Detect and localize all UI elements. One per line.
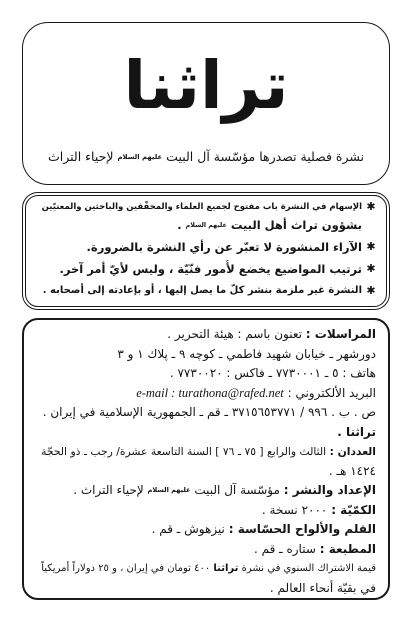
- address-line: دورشهر ـ خيابان شهيد فاطمي ـ كوچه ٩ ـ پلاك ١ و ٣: [117, 346, 376, 361]
- quantity-line: [36, 501, 376, 521]
- typesetting-label: القلم والألواح الحسّاسة :: [228, 522, 376, 536]
- note-item: [36, 260, 378, 278]
- honorific-symbol: عليهم السلام: [117, 153, 163, 162]
- correspondence-line: [36, 325, 376, 345]
- issue-label: العددان :: [329, 445, 376, 458]
- quantity-label: الكمّيّة :: [331, 502, 376, 517]
- quantity-value: ٢٠٠٠ نسخة .: [261, 502, 328, 517]
- note-line: ترتيب المواضيع يخضع لأُمور فنّيّة ، وليس لأيّ أمر آخر.: [59, 262, 362, 276]
- note-line: الآراء المنشورة لا تعبّر عن رأي النشرة بالضرورة.: [86, 240, 362, 254]
- publication-info-box: [22, 318, 390, 600]
- press-line: [36, 540, 376, 560]
- journal-subtitle: [33, 147, 379, 167]
- email-line: [36, 384, 376, 404]
- publisher-value: مؤسّسة آل البيت: [194, 483, 280, 497]
- subtitle-text-end: لإحياء التراث: [47, 149, 114, 164]
- subscription-line-cont: في بقيّة أنحاء العالم .: [269, 580, 376, 595]
- typesetting-value: نيزهوش ـ قم .: [151, 522, 225, 536]
- note-line: النشرة غير ملزمة بنشر كلّ ما يصل إليها ، أو بإعادته إلى أصحابه .: [42, 285, 362, 296]
- journal-title: تراثنا: [123, 47, 289, 124]
- phone-fax-line: هاتف : ٥ ـ ٧٧٣٠٠٠١ ـ فاكس : ٧٧٣٠٠٢٠ .: [169, 366, 376, 380]
- note-text: بشؤون تراث أهل البيت: [230, 218, 362, 232]
- journal-name-heading: تراثنا .: [337, 424, 376, 439]
- subtitle-text-start: نشرة فصلية تصدرها مؤسّسة آل البيت: [166, 149, 364, 164]
- typesetting-line: [36, 520, 376, 540]
- press-value: ستاره ـ قم .: [253, 541, 316, 556]
- asterisk-icon: [364, 282, 378, 300]
- email-address: e-mail : turathona@rafed.net: [136, 385, 284, 400]
- publisher-value-end: لإحياء التراث .: [73, 483, 144, 497]
- press-label: المطبعة :: [319, 541, 376, 556]
- note-line: [36, 216, 362, 234]
- honorific-symbol: عليهم السلام: [185, 222, 227, 230]
- editorial-notes-box: [22, 192, 390, 310]
- asterisk-icon: [364, 238, 378, 256]
- subscription-journal-name: تراثنا: [213, 563, 239, 574]
- issue-year-line: ١٤٢٤ هـ .: [328, 463, 376, 478]
- masthead-box: [22, 22, 390, 185]
- correspondence-value: تعنون باسم : هيئة التحرير .: [167, 327, 302, 341]
- email-label: البريد الألكتروني :: [287, 385, 376, 400]
- po-box-line: ص . ب . ٩٩٦ / ٣٧١٥٦٥٣٧٧١ ـ قم ـ الجمهورية الإسلامية في إيران .: [42, 405, 376, 419]
- issue-line: [36, 442, 376, 462]
- correspondence-label: المراسلات :: [305, 327, 376, 341]
- asterisk-icon: [364, 198, 378, 216]
- publisher-label: الإعداد والنشر :: [283, 483, 376, 497]
- note-text-end: .: [177, 218, 182, 232]
- subscription-text: قيمة الاشتراك السنوي في نشرة: [241, 563, 376, 574]
- note-item: [36, 198, 378, 234]
- subscription-line: [36, 559, 376, 579]
- subscription-price: ٤٠٠ تومان في إيران ، و ٢٥ دولاراً أمريكياً: [41, 563, 211, 574]
- publisher-line: [36, 481, 376, 501]
- issue-value: الثالث والرابع [ ٧٥ ـ ٧٦ ] السنة التاسعة عشرة/ رجب ـ ذو الحجّة: [41, 445, 327, 458]
- honorific-symbol: عليهم السلام: [147, 486, 191, 495]
- note-line: الإسهام في النشرة باب مفتوح لجميع العلماء والمحقّقين والباحثين والمعنيّين: [41, 202, 362, 212]
- note-item: [36, 238, 378, 256]
- note-item: [36, 282, 378, 300]
- asterisk-icon: [364, 260, 378, 278]
